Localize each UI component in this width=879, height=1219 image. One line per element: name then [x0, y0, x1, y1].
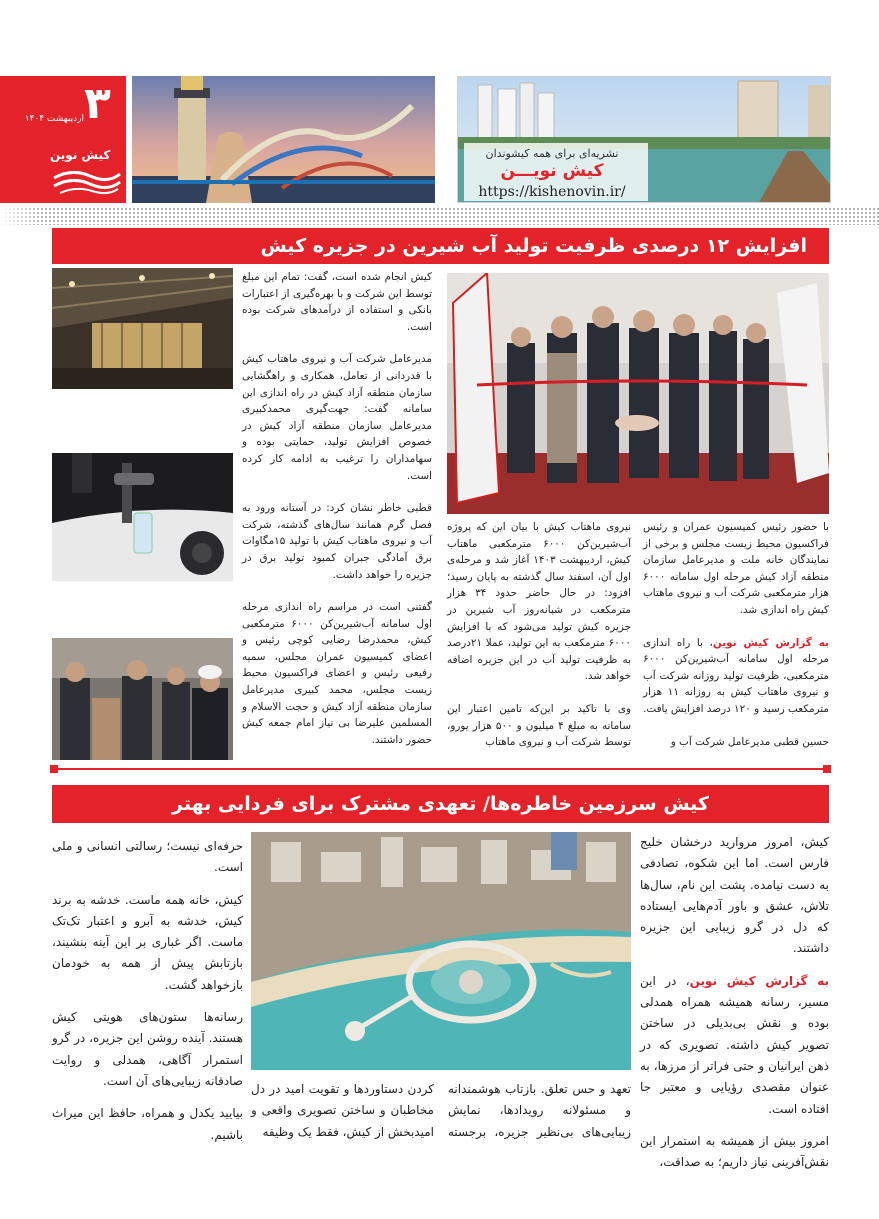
article2-col-left [52, 836, 243, 1157]
paragraph: با حضور رئیس کمیسیون عمران و رئیس فراکسیون محیط زیست مجلس و برخی از نمایندگان خانه ملت و مدیرعامل سازمان منطقه آزاد کیش مرحله اول سامانه ۶۰۰۰ هزار مترمکعبی شرکت آب و نیروی ماهتاب کیش راه اندازی شد. [643, 521, 829, 616]
kish-pier-aerial-photo [251, 832, 631, 1070]
lighthouse-sunset-photo [132, 76, 435, 203]
lead-paragraph [640, 971, 829, 1120]
dotted-divider [0, 207, 879, 225]
paragraph: نیروی ماهتاب کیش با بیان این که پروژه آب‌شیرین‌کن ۶۰۰۰ مترمکعبی ماهتاب کیش، اردیبهشت ۱۴۰۳ آغاز شد و مرحله‌ی اول آن، اسفند سال گذشته به پایان رسید؛ افزود: در حال حاضر حدود ۳۴ هزار مترمکعب در شبانه‌روز آب شیرین در جزیره کیش تولید می‌شود که با افزایش ۶۰۰۰ مترمکعب به این تولید، عملا ۲۱درصد به ظرفیت تولید آب در این جزیره اضافه خواهد شد. [447, 521, 632, 683]
paragraph: امروز بیش از همیشه به استمرار این نقش‌آفرینی نیاز داریم؛ به صداقت، [640, 1133, 829, 1170]
paragraph: رسانه‌ها ستون‌های هویتی کیش هستند. آینده روشن این جزیره، در گرو استمرار آگاهی، همدلی و روایت صادقانه زیبایی‌های آن است. [52, 1010, 243, 1088]
paragraph: تعهد و حس تعلق. بازتاب هوشمندانه و مسئولانه رویدادها، نمایش زیبایی‌های بی‌نظیر جزیره، برجسته کردن دستاوردها و تقویت امید در دل مخاطبان و ساختن تصویری واقعی و امیدبخش از کیش، فقط یک وظیفه [251, 1082, 631, 1139]
article2-col-middle [251, 1079, 631, 1143]
promo-tagline: نشریه‌ای برای همه کیشوندان [485, 147, 619, 160]
ribbon-cutting-photo [447, 273, 829, 514]
paragraph: قطبی خاطر نشان کرد: در آستانه ورود به فصل گرم همانند سال‌های گذشته، شرکت آب و نیروی ماهتاب کیش با تولید ۱۵مگاوات برق آمادگی جبران کمبود تولید برق در جزیره را خواهد داشت. [242, 502, 432, 581]
issue-date: اردیبهشت ۱۴۰۴ [24, 114, 84, 124]
officials-visit-photo [52, 638, 233, 760]
promo-name: کیش نویـــن [500, 161, 604, 181]
desalination-hall-photo [52, 268, 233, 389]
paragraph: گفتنی است در مراسم راه اندازی مرحله اول سامانه آب‌شیرین‌کن ۶۰۰۰ مترمکعبی کیش، محمدرضا رضایی کوچی رئیس و اعضای کمیسیون عمران مجلس، سمیه رفیعی رئیس و اعضای فراکسیون محیط زیست مجلس، محمد کبیری مدیرعامل سازمان منطقه آزاد کیش و حجت الاسلام و المسلمین علیرضا بی نیاز امام جمعه کیش حضور داشتند. [242, 601, 432, 746]
paragraph: مدیرعامل شرکت آب و نیروی ماهتاب کیش با قدردانی از تعامل، همکاری و راهگشایی سازمان منطقه آزاد کیش در راه اندازی این سامانه گفت: جهت‌گیری محمدکبیری مدیرعامل سازمان منطقه آزاد کیش در خصوص افزایش تولید، حمایتی بوده و سهامداران را ترغیب به ادامه کار کرده است. [242, 353, 432, 482]
wave-logo-icon [52, 168, 122, 196]
article2-col-right [640, 832, 829, 1173]
lead-label: به گزارش کیش نوین [712, 636, 829, 649]
brand-box [0, 76, 126, 203]
lead-text: ، در این مسیر، رسانه همیشه همراه همدلی بوده و نقش بی‌بدیلی در ساختن تصویر کیش داشته. تصویری که در ذهن ایرانیان و حتی فراتر از مرزها، به عنوان مقصدی رؤیایی و معتبر جا افتاده است. [640, 973, 829, 1116]
paragraph: کیش، امروز مروارید درخشان خلیج فارس است. اما این شکوه، تصادفی به دست نیامده. پشت این نام، سال‌ها تلاش، عشق و باور آدم‌هایی ایستاده که دل در گرو زیبایی این جزیره داشتند. [640, 835, 829, 956]
paragraph: بیایید یکدل و همراه، حافظ این میراث باشیم. [52, 1106, 243, 1142]
section-rule [56, 768, 829, 770]
article1-col-right [643, 519, 829, 750]
promo-url-link[interactable]: https://kishenovin.ir/ [478, 184, 626, 200]
rule-end-dot [50, 765, 58, 773]
rule-end-dot [823, 765, 831, 773]
lead-paragraph [643, 635, 829, 718]
brand-name: کیش نوین [50, 148, 111, 162]
article1-col-middle [447, 519, 631, 767]
article2-headline: کیش سرزمین خاطره‌ها/ تعهدی مشترک برای فردایی بهتر [52, 785, 829, 823]
paragraph: وی با تاکید بر این‌که تامین اعتبار این سامانه به مبلغ ۴ میلیون و ۵۰۰ هزار یورو، توسط شرکت آب و نیروی ماهتاب [447, 702, 632, 749]
paragraph: کیش انجام شده است، گفت: تمام این مبلغ توسط این شرکت و با بهره‌گیری از اعتبارات بانکی و استفاده از درآمدهای شرکت بوده است. [242, 271, 432, 333]
article1-col-left [242, 269, 432, 764]
lead-text: ، با راه اندازی مرحله اول سامانه آب‌شیرین‌کن ۶۰۰۰ مترمکعبی، ظرفیت تولید روزانه شرکت آب و نیروی ماهتاب کیش به روزانه ۱۱ هزار مترمکعب رسید و ۱۲۰ درصد افزایش یافت. [643, 636, 829, 715]
paragraph: حرفه‌ای نیست؛ رسالتی انسانی و ملی است. [52, 839, 243, 875]
lead-label: به گزارش کیش نوین [689, 973, 830, 988]
divider-fade [0, 207, 40, 225]
water-tap-photo [52, 453, 233, 581]
page-number: ۳ [84, 78, 111, 129]
paragraph: کیش، خانه همه ماست. خدشه به برند کیش، خدشه به آبرو و اعتبار تک‌تک ماست. اگر غباری بر این آینه بنشیند، بازتابش پیش از همه به خودمان بازخواهد گشت. [52, 892, 243, 992]
paragraph: حسین قطبی مدیرعامل شرکت آب و [670, 735, 829, 748]
article1-headline: افزایش ۱۲ درصدی ظرفیت تولید آب شیرین در جزیره کیش [52, 228, 829, 264]
